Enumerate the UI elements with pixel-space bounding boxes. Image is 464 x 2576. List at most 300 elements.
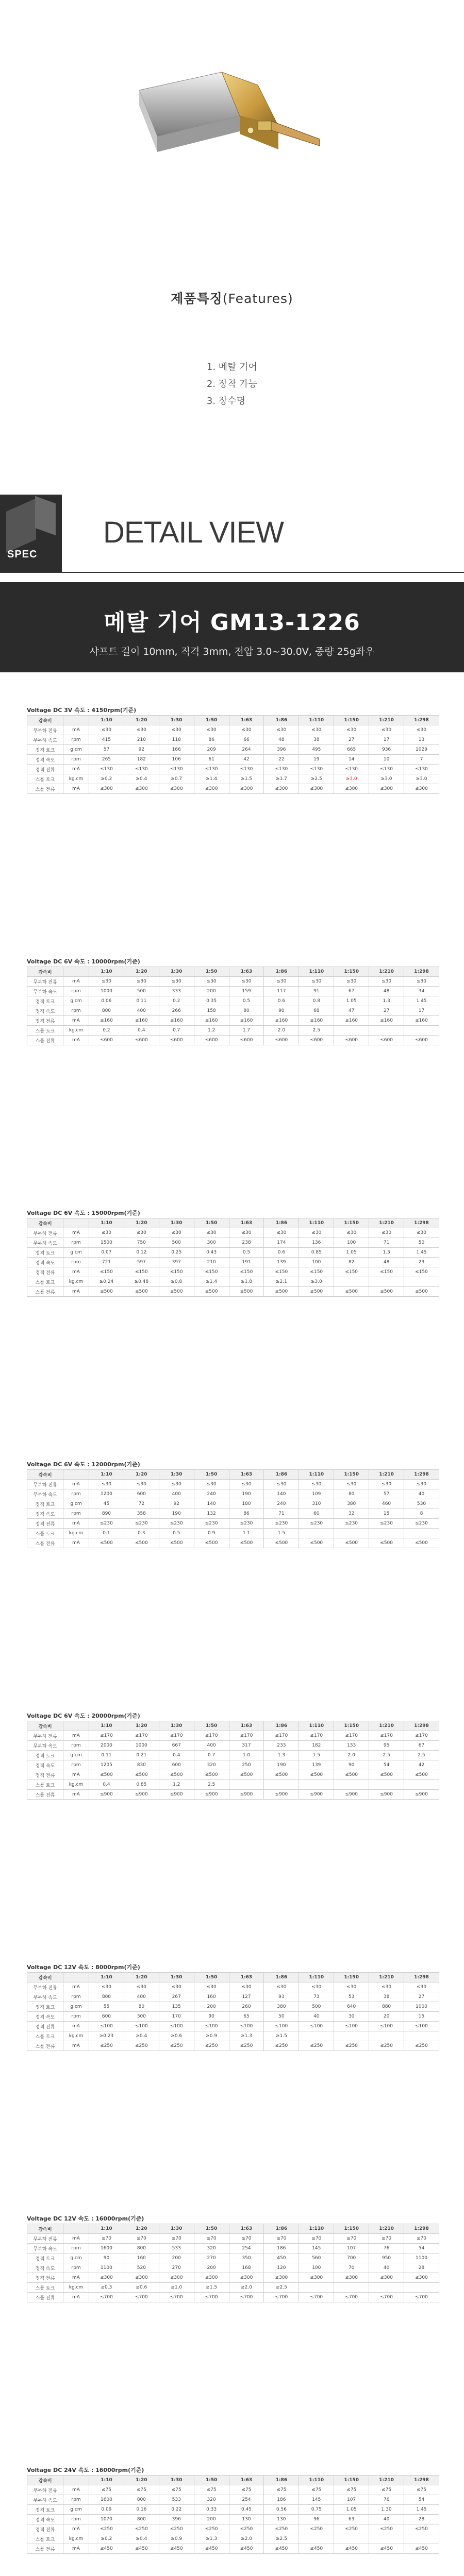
spec-cell: 133 (334, 1741, 369, 1751)
spec-cell: 무부하 속도 (27, 1741, 63, 1751)
spec-cell: ≤30 (124, 1228, 159, 1238)
spec-cell: ≤75 (159, 2485, 194, 2495)
spec-cell: ≤130 (334, 765, 369, 774)
spec-header-cell (63, 967, 89, 977)
spec-cell: ≤70 (404, 2234, 439, 2244)
spec-cell: 200 (194, 987, 229, 996)
spec-cell: ≤150 (334, 1267, 369, 1277)
spec-cell: 스톨 토크 (27, 2283, 63, 2293)
spec-cell: kg.cm (63, 1780, 89, 1790)
spec-header-cell (63, 2476, 89, 2485)
spec-cell: rpm (63, 1238, 89, 1248)
spec-cell: ≤500 (369, 1538, 404, 1548)
spec-cell: 무부하 전류 (27, 725, 63, 735)
spec-row (27, 1770, 439, 1780)
spec-row (27, 1751, 439, 1760)
spec-cell: 140 (194, 1499, 229, 1509)
spec-cell: 17 (369, 735, 404, 745)
spec-cell: kg.cm (63, 1026, 89, 1036)
spec-cell: 1.1 (229, 1529, 264, 1538)
spec-cell: ≤500 (264, 1287, 299, 1297)
spec-header-cell: 1:20 (124, 716, 159, 725)
spec-row (27, 1238, 439, 1248)
spec-cell: 27 (404, 1992, 439, 2002)
spec-cell: ≤130 (194, 765, 229, 774)
spec-cell: 무부하 전류 (27, 1480, 63, 1489)
spec-speed: 속도 : 20000rpm(기준) (74, 1713, 140, 1719)
spec-cell: kg.cm (63, 2283, 89, 2293)
spec-cell: ≤500 (159, 1770, 194, 1780)
spec-cell: rpm (63, 2263, 89, 2273)
spec-header-cell: 1:30 (159, 716, 194, 725)
spec-voltage: Voltage DC 3V (27, 707, 73, 714)
spec-header-cell: 1:10 (89, 967, 124, 977)
spec-cell: 350 (229, 2253, 264, 2263)
spec-cell: ≤230 (194, 1519, 229, 1529)
spec-cell: 240 (194, 1489, 229, 1499)
spec-cell: ≤300 (264, 2273, 299, 2283)
spec-cell: ≤450 (124, 2544, 159, 2554)
spec-row (27, 977, 439, 987)
spec-cell: ≤75 (404, 2485, 439, 2495)
spec-cell: 1.2 (159, 1780, 194, 1790)
spec-cell: 무부하 속도 (27, 2244, 63, 2253)
spec-cell: 0.25 (159, 1248, 194, 1258)
spec-cell: 1.05 (334, 996, 369, 1006)
spec-cell: mA (63, 1267, 89, 1277)
spec-cell: ≤150 (264, 1267, 299, 1277)
spec-header-cell: 1:63 (229, 2476, 264, 2485)
spec-cell (404, 1026, 439, 1036)
spec-cell: 139 (299, 1760, 334, 1770)
spec-cell: 460 (369, 1499, 404, 1509)
spec-header-cell: 1:150 (334, 2224, 369, 2234)
spec-cell: ≤230 (369, 1519, 404, 1529)
spec-header-row (27, 1218, 439, 1228)
spec-cell: ≤100 (89, 2022, 124, 2031)
spec-cell: 310 (299, 1499, 334, 1509)
spec-cell: 240 (264, 1499, 299, 1509)
spec-cell: 22 (264, 755, 299, 765)
spec-cell: ≤160 (369, 1016, 404, 1026)
spec-row (27, 1277, 439, 1287)
spec-row (27, 735, 439, 745)
spec-cell: ≤500 (404, 1770, 439, 1780)
spec-cell: 238 (229, 1238, 264, 1248)
spec-cell: 27 (334, 735, 369, 745)
spec-cell (334, 2031, 369, 2041)
spec-header-cell: 1:298 (404, 967, 439, 977)
spec-cell: 90 (264, 1006, 299, 1016)
spec-cell: 66 (229, 735, 264, 745)
spec-cell: ≤30 (124, 725, 159, 735)
spec-cell: ≤500 (299, 1770, 334, 1780)
spec-cell: ≥0.48 (124, 1277, 159, 1287)
spec-cell: ≤500 (89, 1287, 124, 1297)
spec-cell: 20 (369, 2012, 404, 2022)
spec-cell: 57 (89, 745, 124, 755)
spec-cell: 92 (159, 1499, 194, 1509)
spec-cell: ≤170 (334, 1731, 369, 1741)
spec-cell: ≤300 (89, 784, 124, 794)
spec-cell: 93 (264, 1992, 299, 2002)
spec-cell: mA (63, 1538, 89, 1548)
spec-cell: ≥0.9 (194, 2031, 229, 2041)
spec-header-row (27, 2224, 439, 2234)
spec-cell: 380 (334, 1499, 369, 1509)
spec-cell: 1.05 (334, 2505, 369, 2515)
spec-cell: ≤230 (334, 1519, 369, 1529)
spec-cell: 0.11 (89, 1751, 124, 1760)
feature-item: 2. 장착 가능 (206, 379, 258, 389)
spec-cell: ≤130 (124, 765, 159, 774)
spec-cell: 스톨 전류 (27, 1287, 63, 1297)
spec-voltage: Voltage DC 6V (27, 958, 73, 965)
spec-cell: 무부하 전류 (27, 977, 63, 987)
spec-cell: 0.2 (89, 1026, 124, 1036)
spec-voltage: Voltage DC 12V (27, 1964, 76, 1971)
spec-cell: 0.5 (229, 1248, 264, 1258)
spec-cell: 71 (369, 1238, 404, 1248)
spec-cell: 200 (194, 2002, 229, 2012)
spec-cell: ≤500 (299, 1538, 334, 1548)
spec-cell: ≥0.6 (159, 2031, 194, 2041)
spec-cell: ≥1.5 (264, 2031, 299, 2041)
spec-cell: 100 (299, 1258, 334, 1267)
spec-cell: 1.3 (369, 1248, 404, 1258)
spec-cell: ≤30 (369, 1480, 404, 1489)
spec-cell: ≤75 (229, 2485, 264, 2495)
spec-cell: ≤30 (369, 1982, 404, 1992)
spec-cell: ≤230 (229, 1519, 264, 1529)
spec-cell: ≤300 (404, 2273, 439, 2283)
spec-cell: ≤600 (194, 1036, 229, 1045)
spec-header-row (27, 716, 439, 725)
spec-cell: mA (63, 725, 89, 735)
spec-cell: 76 (369, 2244, 404, 2253)
spec-cell: 13 (404, 735, 439, 745)
spec-cell: ≤450 (404, 2544, 439, 2554)
spec-row (27, 2012, 439, 2022)
spec-voltage: Voltage DC 6V (27, 1210, 73, 1216)
spec-cell: ≤900 (299, 1790, 334, 1800)
spec-cell: ≤230 (404, 1519, 439, 1529)
spec-cell: 38 (299, 735, 334, 745)
spec-cell: ≥0.24 (89, 1277, 124, 1287)
spec-row (27, 1760, 439, 1770)
spec-cell: 82 (334, 1258, 369, 1267)
spec-cell: ≤130 (404, 765, 439, 774)
spec-header-cell: 1:50 (194, 2224, 229, 2234)
spec-cell: 0.16 (124, 2505, 159, 2515)
spec-row (27, 2031, 439, 2041)
spec-header-cell: 1:30 (159, 2476, 194, 2485)
spec-cell: ≤30 (299, 1228, 334, 1238)
spec-cell: 320 (194, 1760, 229, 1770)
spec-header-cell: 1:86 (264, 1218, 299, 1228)
spec-header-cell: 1:86 (264, 1721, 299, 1731)
spec-table (27, 1218, 439, 1297)
spec-speed: 속도 : 15000rpm(기준) (74, 1210, 140, 1216)
spec-cell: rpm (63, 735, 89, 745)
spec-cell: 0.21 (124, 1751, 159, 1760)
spec-cell: ≤170 (159, 1731, 194, 1741)
spec-cell: 132 (194, 1509, 229, 1519)
spec-cell: ≥2.5 (264, 2534, 299, 2544)
spec-cell: ≤160 (89, 1016, 124, 1026)
spec-cell: ≤75 (194, 2485, 229, 2495)
spec-cell: ≤250 (159, 2524, 194, 2534)
spec-cell: ≤30 (89, 1982, 124, 1992)
spec-cell: ≥0.4 (124, 2534, 159, 2544)
spec-cell: ≤250 (229, 2041, 264, 2051)
spec-cell: 1070 (89, 2515, 124, 2524)
spec-cell: 0.5 (159, 1529, 194, 1538)
spec-cell: ≤30 (229, 977, 264, 987)
spec-cell: 1.0 (229, 1751, 264, 1760)
spec-cell: rpm (63, 2495, 89, 2505)
spec-cell: ≥0.4 (124, 2031, 159, 2041)
spec-cell: 정격 토크 (27, 1248, 63, 1258)
spec-cell: 0.7 (194, 1751, 229, 1760)
spec-cell: 190 (159, 1509, 194, 1519)
spec-cell: ≥3.0 (404, 774, 439, 784)
spec-cell: ≤300 (369, 2273, 404, 2283)
spec-row (27, 1228, 439, 1238)
spec-cell: ≤250 (159, 2041, 194, 2051)
spec-cell: 54 (369, 1760, 404, 1770)
spec-cell: 750 (124, 1238, 159, 1248)
spec-cell: ≤700 (404, 2293, 439, 2302)
spec-cell: ≤30 (264, 977, 299, 987)
spec-cell: ≤30 (89, 725, 124, 735)
spec-header-cell: 1:50 (194, 1470, 229, 1480)
spec-cell: ≤150 (89, 1267, 124, 1277)
spec-cell (299, 1529, 334, 1538)
spec-header-cell: 1:10 (89, 1721, 124, 1731)
spec-cell: ≤70 (264, 2234, 299, 2244)
spec-cell: rpm (63, 1006, 89, 1016)
spec-cell: ≤170 (264, 1731, 299, 1741)
spec-header-cell: 1:110 (299, 1218, 334, 1228)
spec-cell: 14 (334, 755, 369, 765)
spec-cell: mA (63, 2485, 89, 2495)
spec-row (27, 2234, 439, 2244)
spec-cell: ≤30 (334, 1228, 369, 1238)
spec-cell: 600 (89, 2012, 124, 2022)
spec-header-cell: 1:20 (124, 1470, 159, 1480)
spec-cell: ≤900 (334, 1790, 369, 1800)
spec-cell: mA (63, 1016, 89, 1026)
spec-cell: 254 (229, 2495, 264, 2505)
spec-cell: 800 (124, 2244, 159, 2253)
spec-block-heading (27, 1209, 439, 1218)
spec-cell (299, 2283, 334, 2293)
spec-cell: 700 (334, 2253, 369, 2263)
spec-cell: ≤30 (264, 1480, 299, 1489)
spec-block-heading (27, 1460, 439, 1469)
spec-cell: 정격 전류 (27, 765, 63, 774)
spec-cell: 397 (159, 1258, 194, 1267)
spec-cell: ≤30 (159, 977, 194, 987)
spec-header-cell: 1:20 (124, 967, 159, 977)
spec-cell: ≤70 (229, 2234, 264, 2244)
spec-cell: 333 (159, 987, 194, 996)
spec-block-heading (27, 2466, 439, 2475)
spec-cell: 450 (264, 2253, 299, 2263)
spec-cell: 0.4 (89, 1780, 124, 1790)
spec-tag: SPEC (0, 495, 62, 572)
spec-header-cell: 1:150 (334, 1973, 369, 1982)
spec-cell: rpm (63, 1258, 89, 1267)
spec-header-cell: 1:210 (369, 1218, 404, 1228)
spec-cell: ≤70 (299, 2234, 334, 2244)
spec-cell: ≤30 (369, 1228, 404, 1238)
spec-header-cell: 1:210 (369, 1721, 404, 1731)
spec-cell: ≤170 (404, 1731, 439, 1741)
spec-cell: ≤450 (299, 2544, 334, 2554)
spec-cell: 1.45 (404, 2505, 439, 2515)
spec-block (27, 1460, 439, 1548)
spec-speed: 속도 : 12000rpm(기준) (74, 1461, 140, 1468)
spec-cell: ≤250 (334, 2041, 369, 2051)
spec-cell: ≥1.0 (159, 2283, 194, 2293)
spec-cell: ≥0.4 (124, 774, 159, 784)
spec-cell: ≤30 (229, 1228, 264, 1238)
spec-cell (404, 1529, 439, 1538)
spec-cell: 15 (369, 1509, 404, 1519)
spec-cell: kg.cm (63, 774, 89, 784)
spec-cell: rpm (63, 1489, 89, 1499)
spec-header-cell: 1:63 (229, 2224, 264, 2234)
spec-cell: 무부하 전류 (27, 2234, 63, 2244)
spec-cell: 106 (159, 755, 194, 765)
spec-cell: 스톨 전류 (27, 1036, 63, 1045)
spec-row (27, 1036, 439, 1045)
spec-cell: 168 (229, 2263, 264, 2273)
spec-header-cell: 감속비 (27, 1218, 63, 1228)
spec-cell: ≤500 (159, 1538, 194, 1548)
spec-cell: ≤450 (89, 2544, 124, 2554)
spec-cell: ≤30 (404, 1480, 439, 1489)
spec-cell: 1.5 (264, 1529, 299, 1538)
spec-cell: ≤170 (89, 1731, 124, 1741)
spec-cell: ≤700 (229, 2293, 264, 2302)
spec-cell: ≤100 (369, 2022, 404, 2031)
spec-row (27, 774, 439, 784)
spec-header-cell: 1:30 (159, 2224, 194, 2234)
spec-speed: 속도 : 8000rpm(기준) (78, 1964, 140, 1971)
spec-cell: 61 (194, 755, 229, 765)
spec-cell: 600 (124, 1489, 159, 1499)
spec-cell: 무부하 속도 (27, 1489, 63, 1499)
spec-cell: 스톨 토크 (27, 2031, 63, 2041)
spec-cell: ≤900 (369, 1790, 404, 1800)
spec-cell: 0.6 (264, 1248, 299, 1258)
spec-cell: ≤130 (89, 765, 124, 774)
spec-cell: 32 (334, 1509, 369, 1519)
spec-row (27, 2022, 439, 2031)
spec-row (27, 2244, 439, 2253)
spec-cell: 무부하 속도 (27, 1992, 63, 2002)
spec-cell: 48 (264, 735, 299, 745)
spec-cell: 0.35 (194, 996, 229, 1006)
spec-cell: ≤160 (404, 1016, 439, 1026)
spec-cell (299, 1780, 334, 1790)
spec-cell: rpm (63, 1741, 89, 1751)
spec-cell: 0.22 (159, 2505, 194, 2515)
spec-cell: 0.4 (159, 1751, 194, 1760)
spec-cell: 2.5 (299, 1026, 334, 1036)
product-subtitle: 샤프트 길이 10mm, 직격 3mm, 전압 3.0~30.0V, 중량 25g좌우 (89, 646, 375, 657)
spec-cell: 정격 토크 (27, 1751, 63, 1760)
spec-cell: ≤900 (404, 1790, 439, 1800)
spec-cell: ≤70 (89, 2234, 124, 2244)
spec-cell: 950 (369, 2253, 404, 2263)
spec-cell: ≤600 (299, 1036, 334, 1045)
spec-cell: 무부하 전류 (27, 1982, 63, 1992)
spec-header-cell: 1:110 (299, 1973, 334, 1982)
spec-header-row (27, 1470, 439, 1480)
spec-cell: 200 (194, 2515, 229, 2524)
spec-row (27, 2273, 439, 2283)
spec-cell: ≥1.8 (229, 1277, 264, 1287)
spec-header-cell: 1:63 (229, 967, 264, 977)
spec-cell: mA (63, 2293, 89, 2302)
spec-cell: 86 (229, 1509, 264, 1519)
spec-cell: ≤130 (369, 765, 404, 774)
spec-cell: mA (63, 2544, 89, 2554)
spec-cell: 정격 속도 (27, 755, 63, 765)
spec-block (27, 1711, 439, 1800)
spec-cell: 265 (89, 755, 124, 765)
spec-cell: ≤900 (159, 1790, 194, 1800)
spec-speed: 속도 : 10000rpm(기준) (74, 958, 140, 965)
spec-cell: 정격 속도 (27, 2263, 63, 2273)
spec-cell: 1.2 (194, 1026, 229, 1036)
spec-cell: 560 (299, 2253, 334, 2263)
spec-cell: 정격 전류 (27, 1770, 63, 1780)
title-banner (0, 582, 464, 672)
spec-row (27, 2515, 439, 2524)
spec-cell: ≥1.3 (194, 2534, 229, 2544)
spec-cell: mA (63, 784, 89, 794)
spec-cell: 1205 (89, 1760, 124, 1770)
spec-cell: 스톨 전류 (27, 1538, 63, 1548)
spec-cell (299, 2534, 334, 2544)
spec-cell: 47 (334, 1006, 369, 1016)
spec-header-cell: 1:30 (159, 1470, 194, 1480)
spec-cell: 270 (159, 2263, 194, 2273)
spec-cell: ≤500 (159, 1287, 194, 1297)
spec-cell: ≤30 (124, 1982, 159, 1992)
spec-cell: 533 (159, 2244, 194, 2253)
spec-cell: ≤250 (264, 2041, 299, 2051)
spec-cell: ≤100 (194, 2022, 229, 2031)
spec-cell: g.cm (63, 1248, 89, 1258)
spec-cell: ≥0.7 (159, 774, 194, 784)
spec-cell: ≤30 (334, 977, 369, 987)
spec-header-cell: 1:10 (89, 2476, 124, 2485)
spec-cell (334, 1277, 369, 1287)
spec-cell: 0.6 (264, 996, 299, 1006)
spec-cell: 0.3 (124, 1529, 159, 1538)
spec-cell: 48 (369, 1258, 404, 1267)
spec-cell: 정격 토크 (27, 2002, 63, 2012)
spec-cell: mA (63, 2041, 89, 2051)
spec-header-cell: 1:150 (334, 1218, 369, 1228)
spec-cell: 50 (264, 2012, 299, 2022)
